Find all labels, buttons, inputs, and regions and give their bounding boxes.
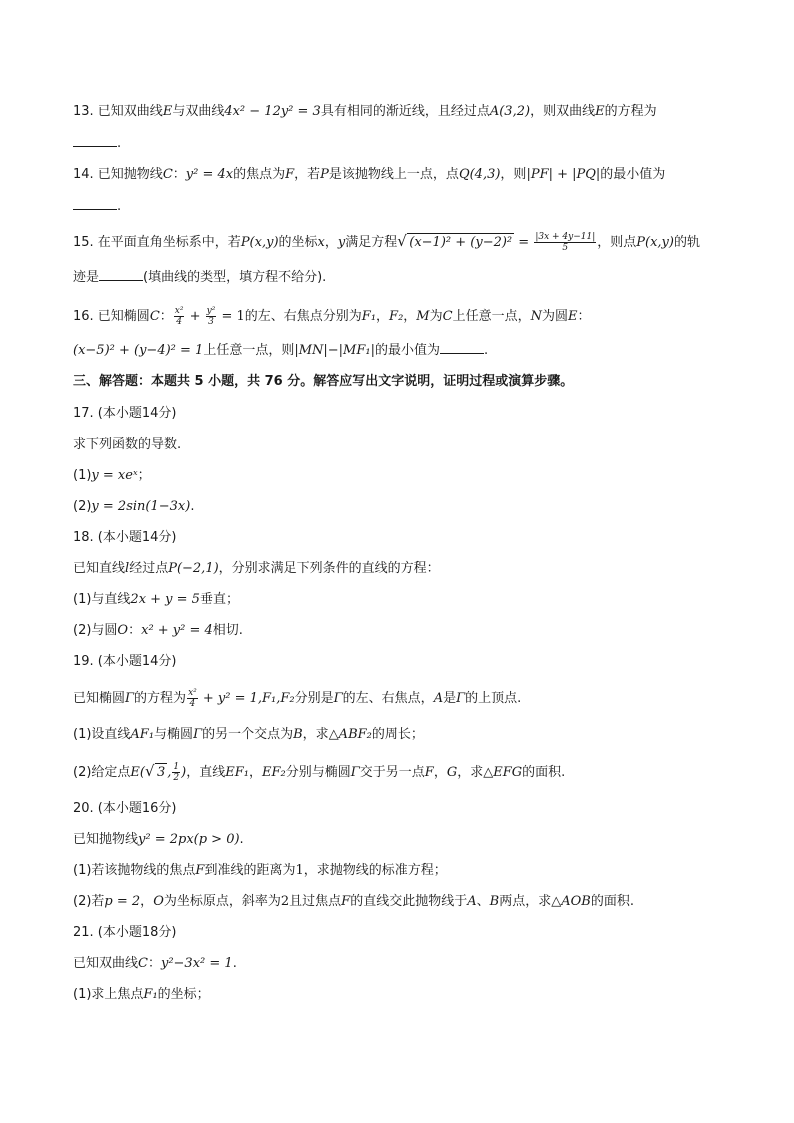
text: ，求抛物线的标准方程； — [303, 863, 447, 878]
text: ， — [433, 765, 447, 780]
text: 已知双曲线 — [73, 956, 139, 971]
text: 14. 已知抛物线 — [73, 167, 163, 182]
text: 且过焦点 — [289, 894, 342, 909]
var: Γ — [333, 691, 343, 706]
text: . — [239, 832, 244, 847]
var: C — [442, 309, 453, 324]
text: ，分别求满足下列条件的直线的方程： — [218, 561, 440, 576]
question-14-line-1 — [73, 165, 665, 185]
text: 已知椭圆 — [73, 691, 126, 706]
text: 的方程为 — [134, 691, 187, 706]
var: F₁ — [361, 309, 377, 324]
text: ，则 — [500, 167, 527, 182]
question-18-part-2 — [73, 621, 243, 641]
text: 上任意一点， — [452, 309, 531, 324]
text: ，若 — [294, 167, 321, 182]
var: C — [149, 309, 160, 324]
var: Γ — [456, 691, 466, 706]
denominator: 3 — [208, 317, 214, 327]
text: 已知抛物线 — [73, 832, 139, 847]
text: (1)设直线 — [73, 727, 131, 742]
text: . — [117, 136, 122, 151]
text: 分别是 — [294, 691, 334, 706]
text: . — [190, 499, 195, 514]
text: 上任意一点，则 — [203, 343, 295, 358]
text: 、 — [476, 894, 490, 909]
text: 的左、右焦点， — [342, 691, 434, 706]
question-19-part-1 — [73, 725, 424, 745]
text: 的面积. — [590, 894, 634, 909]
var: B — [293, 727, 303, 742]
text: 垂直； — [199, 592, 239, 607]
var: P — [320, 167, 329, 182]
text: (1)若该抛物线的焦点 — [73, 863, 196, 878]
point: Q(4,3) — [458, 167, 501, 182]
text: 是该抛物线上一点，点 — [328, 167, 459, 182]
question-16-line-1 — [73, 306, 591, 327]
text: 为坐标原点，斜率为 — [163, 894, 281, 909]
text: ，求 — [302, 727, 329, 742]
numerator: x² — [188, 688, 197, 698]
text: 与双曲线 — [172, 104, 225, 119]
fraction — [187, 688, 198, 709]
question-15-line-1 — [73, 232, 700, 253]
var: y — [337, 235, 346, 250]
text: ，则双曲线 — [530, 104, 596, 119]
question-19-part-2 — [73, 762, 565, 783]
denominator: 2 — [173, 773, 180, 783]
point: P(x,y) — [636, 235, 674, 250]
denominator: 4 — [176, 317, 182, 327]
answer-blank — [73, 197, 117, 210]
text: (2)与圆 — [73, 623, 118, 638]
number: 1 — [295, 863, 304, 878]
denominator: 5 — [562, 243, 569, 253]
text: 的直线交此抛物线于 — [350, 894, 468, 909]
text: 为 — [429, 309, 443, 324]
var: AF₁ — [130, 727, 155, 742]
text: (1)与直线 — [73, 592, 131, 607]
triangle: △ABF₂ — [328, 727, 372, 742]
text: , — [167, 765, 172, 780]
text: 的面积. — [522, 765, 566, 780]
text: 的方程为 — [604, 104, 657, 119]
text: 经过点 — [129, 561, 169, 576]
question-13-line-2 — [73, 134, 121, 154]
point: P(−2,1) — [168, 561, 219, 576]
var: A — [467, 894, 477, 909]
text: ，直线 — [186, 765, 226, 780]
expression: |PF| + |PQ| — [526, 167, 601, 182]
var: F — [195, 863, 205, 878]
fraction — [206, 306, 217, 327]
text: 的上顶点. — [465, 691, 522, 706]
text: 满足方程 — [345, 235, 398, 250]
text: 具有相同的渐近线，且经过点 — [320, 104, 490, 119]
text: . — [117, 199, 122, 214]
triangle: △EFG — [483, 765, 523, 780]
question-18-part-1 — [73, 590, 239, 610]
text: 的周长； — [371, 727, 424, 742]
var: N — [530, 309, 542, 324]
text: 15. 在平面直角坐标系中，若 — [73, 235, 241, 250]
question-20-heading: 20. (本小题16分) — [73, 801, 177, 816]
text: ， — [403, 309, 417, 324]
answer-blank — [73, 134, 117, 147]
numerator: |3x + 4y−11| — [535, 232, 596, 242]
var: Γ — [193, 727, 203, 742]
var: Γ — [125, 691, 135, 706]
equation: x² + y² = 4 — [141, 623, 213, 638]
numerator: x² — [174, 306, 184, 316]
text: 是 — [443, 691, 457, 706]
question-19-heading: 19. (本小题14分) — [73, 654, 177, 669]
equation: y² = 4x — [185, 167, 234, 182]
sqrt-expression — [145, 763, 167, 783]
question-16-line-2 — [73, 341, 488, 361]
question-17-heading: 17. (本小题14分) — [73, 406, 177, 421]
var: G — [446, 765, 458, 780]
text: 13. 已知双曲线 — [73, 104, 163, 119]
var: E — [567, 309, 578, 324]
var: EF₂ — [261, 765, 286, 780]
var: F₁ — [143, 987, 158, 1002]
question-21-part-1 — [73, 985, 210, 1005]
text: 的最小值为 — [600, 167, 666, 182]
text: ： — [147, 956, 161, 971]
question-18-heading: 18. (本小题14分) — [73, 530, 177, 545]
equals: = — [514, 235, 534, 250]
var: B — [489, 894, 500, 909]
equation: y = 2sin(1−3x) — [91, 499, 191, 514]
text: 到准线的距离为 — [204, 863, 296, 878]
text: 与椭圆 — [154, 727, 194, 742]
text: 迹是 — [73, 270, 100, 285]
triangle: △AOB — [551, 894, 591, 909]
question-20-part-1 — [73, 861, 447, 881]
var: M — [416, 309, 430, 324]
text: 的坐标； — [157, 987, 210, 1002]
plus: + — [185, 309, 205, 324]
text: ： — [159, 309, 173, 324]
radicand: 3 — [156, 765, 166, 780]
equation: y² = 2px(p > 0) — [138, 832, 240, 847]
numerator: y² — [206, 306, 216, 316]
text: ： — [577, 309, 591, 324]
text: ： — [128, 623, 142, 638]
text: . — [483, 343, 489, 358]
text: 分别与椭圆 — [285, 765, 351, 780]
text: 16. 已知椭圆 — [73, 309, 150, 324]
section-3-heading: 三、解答题：本题共 5 小题，共 76 分。解答应写出文字说明，证明过程或演算步骤。 — [73, 374, 574, 389]
numerator: 1 — [173, 762, 180, 772]
equation: 2x + y = 5 — [130, 592, 200, 607]
denominator: 4 — [189, 699, 196, 709]
equation: (x−5)² + (y−4)² = 1 — [73, 343, 204, 358]
sqrt-expression — [397, 233, 514, 253]
text: (2)给定点 — [73, 765, 131, 780]
text: (1) — [73, 468, 92, 483]
fraction — [174, 306, 185, 327]
text: ，求 — [457, 765, 484, 780]
expression: |MN|−|MF₁| — [294, 343, 375, 358]
text: (1)求上焦点 — [73, 987, 144, 1002]
question-20-stem — [73, 830, 244, 850]
text: 交于另一点 — [359, 765, 425, 780]
text: ，则点 — [597, 235, 637, 250]
equation: p = 2 — [104, 894, 141, 909]
var: E — [595, 104, 605, 119]
question-13-line-1 — [73, 102, 657, 122]
question-17-part-1 — [73, 466, 151, 486]
point: E( — [130, 765, 145, 780]
fraction — [534, 232, 596, 253]
point: P(x,y) — [240, 235, 279, 250]
radicand: (x−1)² + (y−2)² — [409, 235, 513, 250]
text: 的左、右焦点分别为 — [244, 309, 362, 324]
text: 为圆 — [541, 309, 568, 324]
text: (2)若 — [73, 894, 105, 909]
var: x — [317, 235, 325, 250]
text: ， — [376, 309, 390, 324]
number: 2 — [280, 894, 290, 909]
fraction — [172, 762, 180, 783]
var: F — [285, 167, 295, 182]
answer-blank — [440, 341, 484, 354]
var: A — [433, 691, 444, 706]
var: O — [153, 894, 164, 909]
question-21-stem — [73, 954, 237, 974]
text: ) — [181, 765, 187, 780]
question-17-part-2 — [73, 497, 194, 517]
equals: = 1 — [217, 309, 245, 324]
question-18-stem — [73, 559, 440, 579]
text: ： — [172, 167, 186, 182]
var: E — [162, 104, 173, 119]
question-17-stem: 求下列函数的导数. — [73, 437, 182, 452]
text: 的坐标 — [278, 235, 318, 250]
answer-blank — [99, 268, 143, 281]
var: Γ — [350, 765, 360, 780]
equation: + y² = 1,F₁,F₂ — [198, 691, 295, 706]
point: A(3,2) — [489, 104, 531, 119]
text: (2) — [73, 499, 92, 514]
var: F — [424, 765, 434, 780]
text: ， — [324, 235, 338, 250]
text: . — [232, 956, 237, 971]
text: 两点，求 — [499, 894, 552, 909]
var: F₂ — [389, 309, 404, 324]
var: EF₁ — [225, 765, 249, 780]
text: 的最小值为 — [374, 343, 440, 358]
question-15-line-2 — [73, 268, 326, 288]
text: 相切. — [212, 623, 243, 638]
var: C — [162, 167, 173, 182]
text: ； — [137, 468, 151, 483]
text: ， — [248, 765, 262, 780]
question-14-line-2 — [73, 197, 121, 217]
question-20-part-2 — [73, 892, 634, 912]
text: (填曲线的类型，填方程不给分). — [143, 270, 327, 285]
var: l — [125, 561, 130, 576]
var: C — [138, 956, 148, 971]
text: ， — [140, 894, 154, 909]
text: 的另一个交点为 — [202, 727, 294, 742]
text: 的轨 — [673, 235, 700, 250]
text: 的焦点为 — [233, 167, 286, 182]
question-21-heading: 21. (本小题18分) — [73, 925, 177, 940]
equation: y²−3x² = 1 — [160, 956, 233, 971]
equation: 4x² − 12y² = 3 — [224, 104, 321, 119]
var: O — [117, 623, 129, 638]
equation: y = xeˣ — [91, 468, 138, 483]
var: F — [341, 894, 351, 909]
text: 已知直线 — [73, 561, 126, 576]
question-19-stem — [73, 688, 521, 709]
